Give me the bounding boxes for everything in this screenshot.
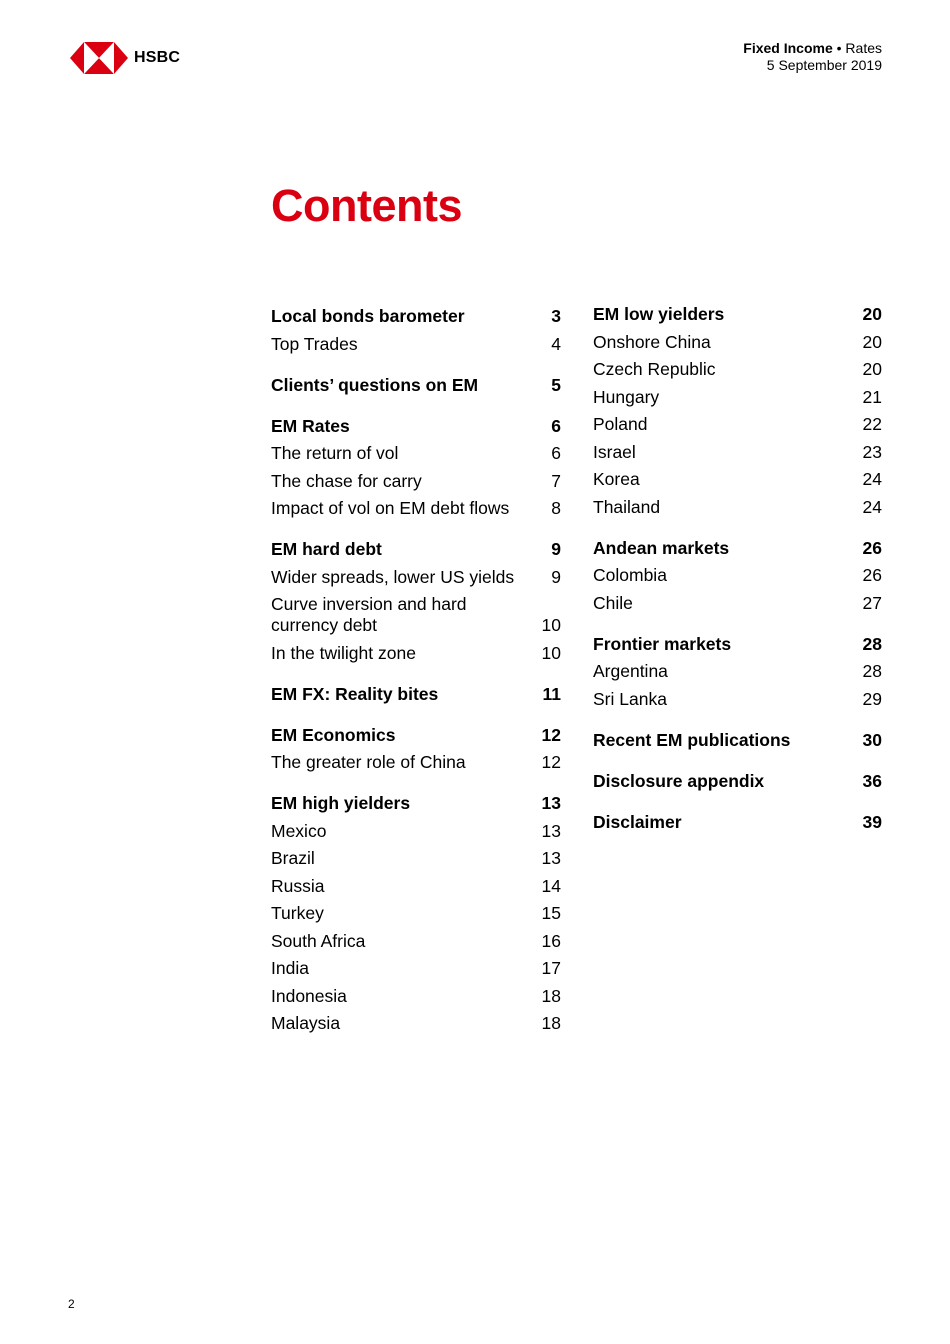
- toc-entry-label: The return of vol: [271, 443, 399, 463]
- toc-section: [593, 634, 882, 710]
- toc-entry-page-number: 30: [862, 729, 882, 750]
- toc-entry-label: Colombia: [593, 565, 667, 585]
- page-number: 2: [68, 1297, 75, 1311]
- toc-heading-entry[interactable]: [593, 304, 882, 325]
- toc-entry[interactable]: [271, 443, 561, 464]
- toc-left-column: [271, 306, 561, 1054]
- toc-heading-entry[interactable]: [271, 725, 561, 746]
- toc-entry-label: Andean markets: [593, 537, 730, 558]
- document-header: [743, 40, 882, 74]
- toc-entry-page-number: 24: [862, 469, 882, 489]
- toc-entry-label: Malaysia: [271, 1013, 341, 1033]
- toc-section: [271, 539, 561, 664]
- toc-entry-page-number: 9: [551, 539, 561, 559]
- toc-entry-page-number: 10: [541, 642, 561, 663]
- toc-heading-entry[interactable]: [593, 634, 882, 655]
- toc-entry-page-number: 20: [862, 359, 882, 379]
- toc-entry-page-number: 7: [551, 470, 561, 491]
- toc-entry-page-number: 28: [862, 661, 882, 681]
- toc-entry-page-number: 13: [541, 820, 561, 841]
- brand-name: HSBC: [134, 49, 181, 66]
- toc-section: [271, 793, 561, 1034]
- toc-entry-label: EM FX: Reality bites: [271, 683, 439, 704]
- toc-entry-page-number: 28: [862, 633, 882, 654]
- toc-section: [593, 304, 882, 518]
- toc-entry-label: Wider spreads, lower US yields: [271, 566, 515, 587]
- toc-entry-label: The chase for carry: [271, 470, 422, 491]
- toc-entry-label: Mexico: [271, 820, 327, 841]
- header-subsection: Rates: [845, 40, 882, 56]
- toc-entry[interactable]: [593, 359, 882, 380]
- toc-entry-label: Sri Lanka: [593, 688, 667, 709]
- toc-entry-label: EM low yielders: [593, 304, 725, 324]
- toc-entry-page-number: 12: [541, 724, 561, 745]
- toc-entry-label: Israel: [593, 441, 636, 462]
- toc-entry-label: India: [271, 958, 309, 978]
- toc-entry[interactable]: [271, 876, 561, 897]
- toc-entry-label: Disclosure appendix: [593, 770, 765, 791]
- toc-entry-label: Local bonds barometer: [271, 306, 465, 326]
- toc-heading-entry[interactable]: [593, 771, 882, 792]
- toc-entry-label: Czech Republic: [593, 359, 716, 379]
- toc-right-column: [593, 304, 882, 853]
- toc-entry-page-number: 15: [541, 903, 561, 923]
- toc-heading-entry[interactable]: [271, 684, 561, 705]
- header-date: 5 September 2019: [766, 57, 882, 73]
- toc-heading-entry[interactable]: [593, 538, 882, 559]
- toc-entry[interactable]: [593, 565, 882, 586]
- toc-entry[interactable]: [593, 387, 882, 408]
- toc-entry-label: Top Trades: [271, 333, 358, 354]
- toc-entry-label: EM Rates: [271, 415, 350, 436]
- toc-entry-label: Hungary: [593, 386, 660, 407]
- toc-entry[interactable]: [593, 593, 882, 614]
- toc-entry-page-number: 13: [541, 793, 561, 813]
- toc-entry-page-number: 3: [551, 306, 561, 326]
- toc-entry-page-number: 20: [862, 331, 882, 352]
- toc-entry-label: Frontier markets: [593, 633, 732, 654]
- toc-entry[interactable]: [271, 958, 561, 979]
- toc-entry-page-number: 20: [862, 304, 882, 324]
- toc-entry-page-number: 13: [541, 848, 561, 868]
- toc-entry-page-number: 27: [862, 592, 882, 613]
- toc-entry-page-number: 24: [862, 496, 882, 517]
- toc-entry-label: Brazil: [271, 848, 315, 868]
- toc-entry-page-number: 23: [862, 441, 882, 462]
- toc-entry-label: Argentina: [593, 661, 668, 681]
- toc-entry-page-number: 9: [551, 566, 561, 587]
- toc-entry-page-number: 26: [862, 537, 882, 558]
- toc-entry-page-number: 10: [541, 615, 561, 635]
- toc-entry-page-number: 22: [862, 414, 882, 434]
- toc-entry-page-number: 8: [551, 498, 561, 518]
- toc-entry-label: Clients’ questions on EM: [271, 374, 479, 395]
- toc-heading-entry[interactable]: [271, 306, 561, 327]
- toc-entry[interactable]: [593, 497, 882, 518]
- toc-entry[interactable]: [593, 414, 882, 435]
- hsbc-hexagon-logo-icon: [70, 42, 128, 74]
- toc-entry[interactable]: [271, 821, 561, 842]
- toc-entry-label: Impact of vol on EM debt flows: [271, 498, 510, 518]
- toc-entry-label: Disclaimer: [593, 811, 682, 832]
- toc-entry-label: Thailand: [593, 496, 661, 517]
- toc-entry-label: Chile: [593, 592, 633, 613]
- toc-entry-page-number: 11: [542, 683, 561, 704]
- toc-heading-entry[interactable]: [593, 812, 882, 833]
- toc-entry-page-number: 5: [551, 374, 561, 395]
- toc-section: [271, 684, 561, 705]
- toc-entry-page-number: 6: [551, 415, 561, 436]
- toc-entry-label: Turkey: [271, 903, 324, 923]
- toc-entry[interactable]: [593, 661, 882, 682]
- toc-section: [593, 812, 882, 833]
- toc-entry-label: Indonesia: [271, 985, 347, 1006]
- toc-heading-entry[interactable]: [271, 539, 561, 560]
- header-section: Fixed Income: [743, 40, 833, 56]
- toc-entry-page-number: 14: [541, 875, 561, 896]
- header-bullet: •: [836, 40, 842, 56]
- toc-section: [593, 538, 882, 614]
- toc-entry[interactable]: [593, 469, 882, 490]
- toc-entry-label: South Africa: [271, 930, 366, 951]
- toc-entry[interactable]: [593, 332, 882, 353]
- toc-entry-page-number: 4: [551, 333, 561, 354]
- toc-entry-page-number: 12: [541, 752, 561, 772]
- toc-section: [593, 771, 882, 792]
- hsbc-logo: [70, 42, 180, 74]
- toc-entry-page-number: 18: [541, 1013, 561, 1033]
- toc-section: [271, 375, 561, 396]
- toc-section: [271, 306, 561, 355]
- toc-entry-page-number: 6: [551, 443, 561, 463]
- toc-entry-label: Curve inversion and hard currency debt: [271, 594, 467, 635]
- toc-entry-page-number: 17: [541, 958, 561, 978]
- toc-entry-label: Korea: [593, 469, 640, 489]
- toc-entry-label: The greater role of China: [271, 752, 466, 772]
- toc-entry-page-number: 39: [862, 811, 882, 832]
- toc-entry[interactable]: [593, 689, 882, 710]
- toc-entry-label: Russia: [271, 875, 325, 896]
- toc-section: [593, 730, 882, 751]
- toc-entry-label: EM hard debt: [271, 539, 382, 559]
- toc-entry[interactable]: [271, 498, 561, 519]
- toc-heading-entry[interactable]: [271, 416, 561, 437]
- toc-section: [271, 416, 561, 520]
- toc-heading-entry[interactable]: [271, 375, 561, 396]
- toc-entry[interactable]: [271, 471, 561, 492]
- toc-entry[interactable]: [271, 1013, 561, 1034]
- toc-entry[interactable]: [271, 752, 561, 773]
- toc-entry[interactable]: [271, 643, 561, 664]
- header-section-line: [743, 40, 882, 57]
- toc-entry[interactable]: [271, 903, 561, 924]
- toc-entry-page-number: 29: [862, 688, 882, 709]
- page-title: Contents: [271, 180, 462, 231]
- toc-entry[interactable]: [271, 848, 561, 869]
- toc-entry-page-number: 21: [862, 386, 882, 407]
- toc-entry-page-number: 26: [862, 565, 882, 585]
- toc-entry-label: In the twilight zone: [271, 642, 416, 663]
- toc-entry-page-number: 16: [541, 930, 561, 951]
- toc-entry-label: Onshore China: [593, 331, 711, 352]
- toc-entry-page-number: 36: [862, 770, 882, 791]
- toc-entry-label: Recent EM publications: [593, 729, 791, 750]
- toc-entry-label: EM Economics: [271, 724, 396, 745]
- toc-entry[interactable]: [271, 594, 561, 636]
- toc-entry[interactable]: [271, 931, 561, 952]
- toc-entry[interactable]: [271, 567, 561, 588]
- toc-entry[interactable]: [271, 986, 561, 1007]
- toc-entry[interactable]: [593, 442, 882, 463]
- toc-entry-page-number: 18: [541, 985, 561, 1006]
- toc-entry-label: EM high yielders: [271, 793, 411, 813]
- toc-entry[interactable]: [271, 334, 561, 355]
- toc-heading-entry[interactable]: [271, 793, 561, 814]
- toc-entry-label: Poland: [593, 414, 648, 434]
- toc-section: [271, 725, 561, 774]
- toc-heading-entry[interactable]: [593, 730, 882, 751]
